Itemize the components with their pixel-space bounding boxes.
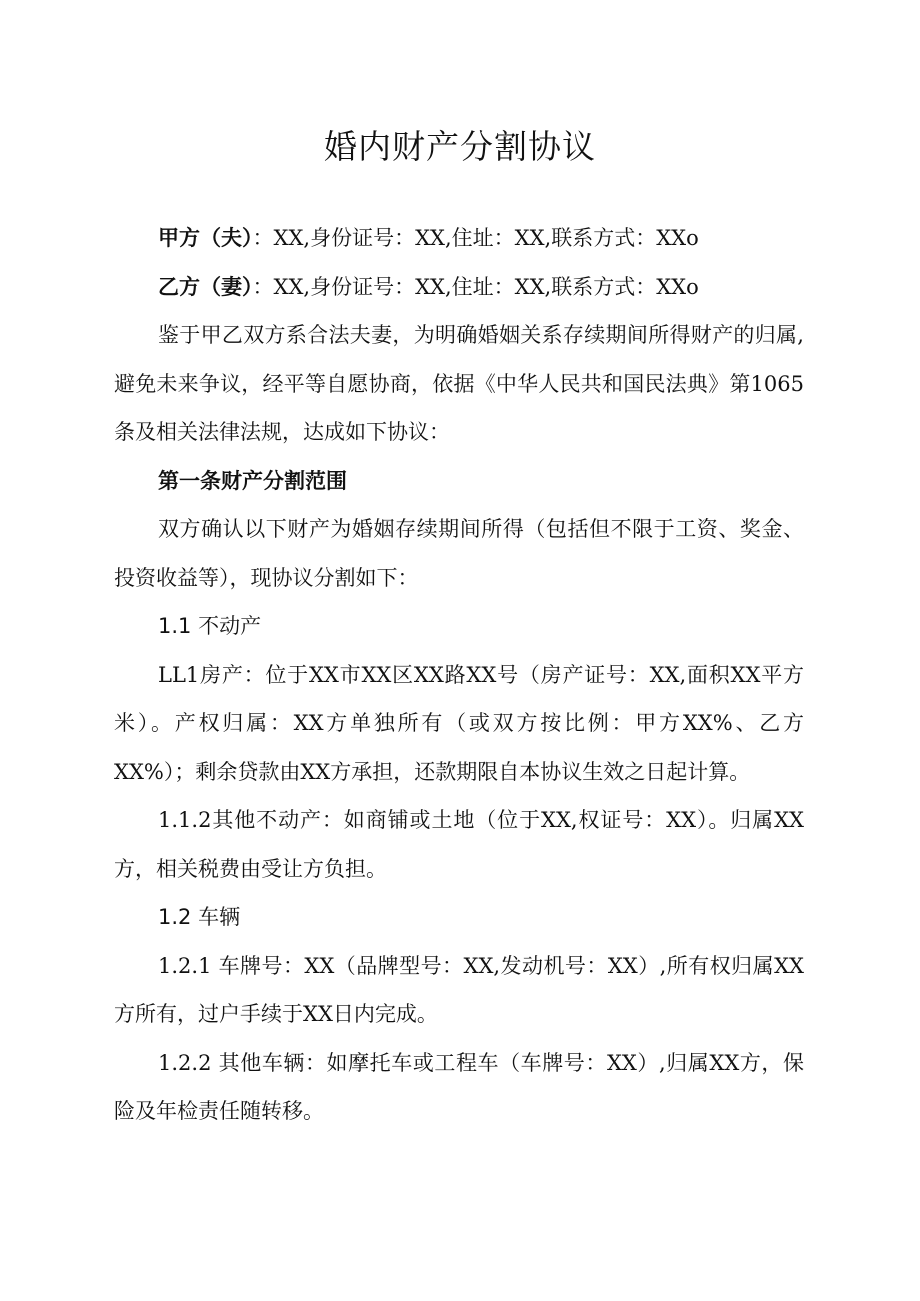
preamble-paragraph: 鉴于甲乙双方系合法夫妻，为明确婚姻关系存续期间所得财产的归属,避免未来争议，经平等自愿协商，依据《中华人民共和国民法典》第1065条及相关法律法规，达成如下协议： [114,323,804,444]
party-a-label: 甲方（夫） [158,226,253,250]
section-1-1-item-2: 1.1.2其他不动产：如商铺或土地（位于XX,权证号：XX）。归属XX方，相关税费由受让方负担。 [114,808,804,881]
section-1-1-heading: 1.1 不动产 [158,614,262,638]
section-1-2-item-2: 1.2.2 其他车辆：如摩托车或工程车（车牌号：XX）,归属XX方，保险及年检责任随转移。 [114,1050,804,1123]
section-1-1-item-1: LL1房产：位于XX市XX区XX路XX号（房产证号：XX,面积XX平方米）。产权归属：XX方单独所有（或双方按比例：甲方XX%、乙方XX%）；剩余贷款由XX方承担，还款期限自本协议生效之日起计算。 [114,662,804,784]
section-1-2-heading: 1.2 车辆 [158,905,241,929]
party-b-label: 乙方（妻） [158,274,253,299]
document-body [114,214,804,1136]
article-1-intro: 双方确认以下财产为婚姻存续期间所得（包括但不限于工资、奖金、投资收益等），现协议分割如下： [114,517,804,590]
party-b-details: ：XX,身份证号：XX,住址：XX,联系方式：XXo [252,274,699,299]
section-1-2-item-1: 1.2.1 车牌号：XX（品牌型号：XX,发动机号：XX）,所有权归属XX方所有，过户手续于XX日内完成。 [114,953,804,1026]
party-b-line [114,263,804,312]
document-title: 婚内财产分割协议 [324,127,596,166]
article-1-heading: 第一条财产分割范围 [158,468,347,493]
party-a-details: ：XX,身份证号：XX,住址：XX,联系方式：XXo [252,226,699,250]
party-a-line [114,214,804,263]
